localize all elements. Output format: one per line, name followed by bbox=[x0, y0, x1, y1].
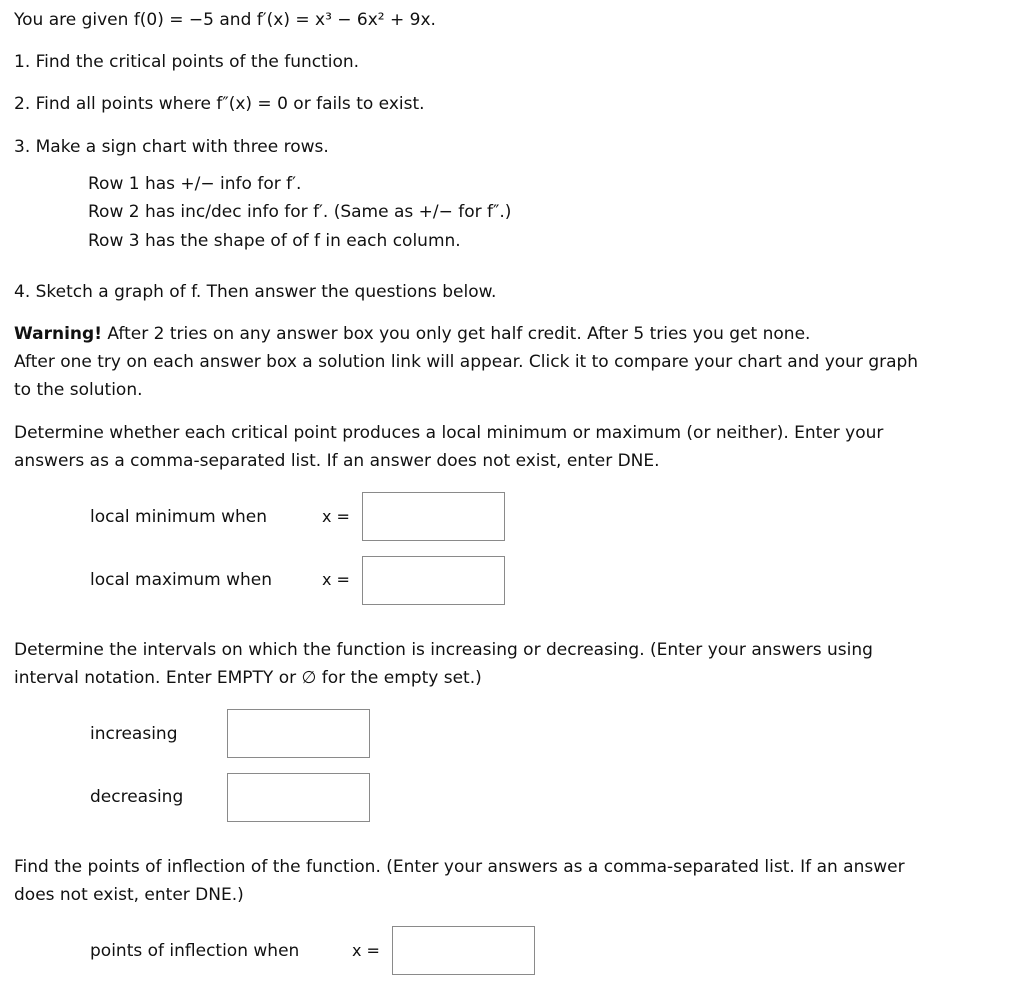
inflection-input[interactable] bbox=[392, 926, 535, 975]
intervals-question-line-1: Determine the intervals on which the function is increasing or decreasing. (Enter your answers using bbox=[14, 640, 873, 660]
local-min-x-equals: x = bbox=[322, 507, 350, 526]
warning-line-3: to the solution. bbox=[14, 380, 143, 400]
problem-given: You are given f(0) = −5 and f′(x) = x³ − 6x² + 9x. bbox=[14, 10, 436, 30]
warning-label: Warning! bbox=[14, 324, 102, 344]
inflection-label: points of inflection when bbox=[90, 941, 300, 961]
inflection-question-line-2: does not exist, enter DNE.) bbox=[14, 885, 244, 905]
increasing-label: increasing bbox=[90, 724, 178, 744]
step-1: 1. Find the critical points of the function. bbox=[14, 52, 360, 72]
inflection-question-line-1: Find the points of inflection of the function. (Enter your answers as a comma-separated list. If an answer bbox=[14, 857, 905, 877]
increasing-input[interactable] bbox=[227, 709, 370, 758]
step-2: 2. Find all points where f″(x) = 0 or fails to exist. bbox=[14, 94, 425, 114]
extrema-question-line-1: Determine whether each critical point produces a local minimum or maximum (or neither). Enter your bbox=[14, 423, 884, 443]
extrema-question-line-2: answers as a comma-separated list. If an answer does not exist, enter DNE. bbox=[14, 451, 660, 471]
sign-chart-row-3: Row 3 has the shape of of f in each column. bbox=[88, 231, 461, 251]
decreasing-label: decreasing bbox=[90, 787, 184, 807]
warning-line-2: After one try on each answer box a solution link will appear. Click it to compare your chart and your graph bbox=[14, 352, 919, 372]
local-max-label: local maximum when bbox=[90, 570, 272, 590]
inflection-x-equals: x = bbox=[352, 941, 380, 960]
warning-line-1 bbox=[14, 323, 810, 345]
local-max-x-equals: x = bbox=[322, 570, 350, 589]
sign-chart-row-1: Row 1 has +/− info for f′. bbox=[88, 174, 302, 194]
sign-chart-row-2: Row 2 has inc/dec info for f′. (Same as +/− for f″.) bbox=[88, 202, 512, 222]
step-3: 3. Make a sign chart with three rows. bbox=[14, 137, 329, 157]
local-min-input[interactable] bbox=[362, 492, 505, 541]
decreasing-input[interactable] bbox=[227, 773, 370, 822]
warning-text: After 2 tries on any answer box you only get half credit. After 5 tries you get none. bbox=[101, 324, 811, 344]
intervals-question-line-2: interval notation. Enter EMPTY or ∅ for the empty set.) bbox=[14, 668, 482, 688]
step-4: 4. Sketch a graph of f. Then answer the questions below. bbox=[14, 282, 497, 302]
local-max-input[interactable] bbox=[362, 556, 505, 605]
local-min-label: local minimum when bbox=[90, 507, 268, 527]
